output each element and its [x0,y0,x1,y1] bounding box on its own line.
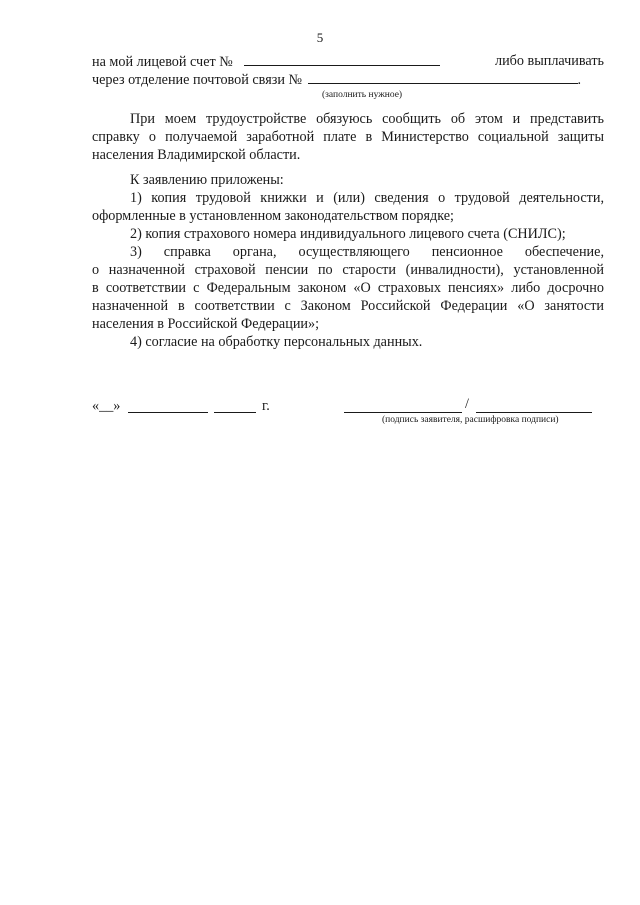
attachment-3-line-2: о назначенной страховой пенсии по старости (инвалидности), установленной [92,262,604,278]
attachment-1-line-1: 1) копия трудовой книжки и (или) сведения о трудовой деятельности, [130,190,604,206]
obligation-line-1: При моем трудоустройстве обязуюсь сообщить об этом и представить [130,111,604,127]
attachment-3-line-4: назначенной в соответствии с Законом Российской Федерации «О занятости [92,298,604,314]
attachment-3-line-1: 3) справка органа, осуществляющего пенсионное обеспечение, [130,244,604,260]
attachments-heading: К заявлению приложены: [130,172,284,188]
payment-line-1-start: на мой лицевой счет № [92,54,233,70]
signature-caption: (подпись заявителя, расшифровка подписи) [382,415,559,425]
attachment-3-line-5: населения в Российской Федерации»; [92,316,320,332]
payment-line-2 [92,71,604,89]
payment-line-2-start: через отделение почтовой связи № [92,72,302,88]
account-number-field[interactable] [244,53,440,66]
obligation-line-3: населения Владимирской области. [92,147,301,163]
attachment-1-line-2: оформленные в установленном законодательством порядке; [92,208,454,224]
payment-caption: (заполнить нужное) [322,90,403,100]
payment-line-1 [92,53,604,71]
signature-line[interactable] [344,411,462,413]
obligation-line-2: справку о получаемой заработной плате в Министерство социальной защиты [92,129,604,145]
payment-line-2-end: . [577,72,582,88]
date-year-line[interactable] [214,411,256,413]
attachment-2: 2) копия страхового номера индивидуального лицевого счета (СНИЛС); [130,226,566,242]
date-month-line[interactable] [128,411,208,413]
date-year-suffix: г. [262,398,270,414]
post-office-number-field[interactable] [308,71,578,84]
signature-separator: / [465,396,469,412]
signature-decoding-line[interactable] [476,411,592,413]
page-number: 5 [316,30,324,45]
attachment-3-line-3: в соответствии с Федеральным законом «О страховых пенсиях» либо досрочно [92,280,604,296]
payment-line-1-end: либо выплачивать [494,53,604,69]
date-day-field[interactable]: «__» [92,398,121,414]
attachment-4: 4) согласие на обработку персональных данных. [130,334,423,350]
